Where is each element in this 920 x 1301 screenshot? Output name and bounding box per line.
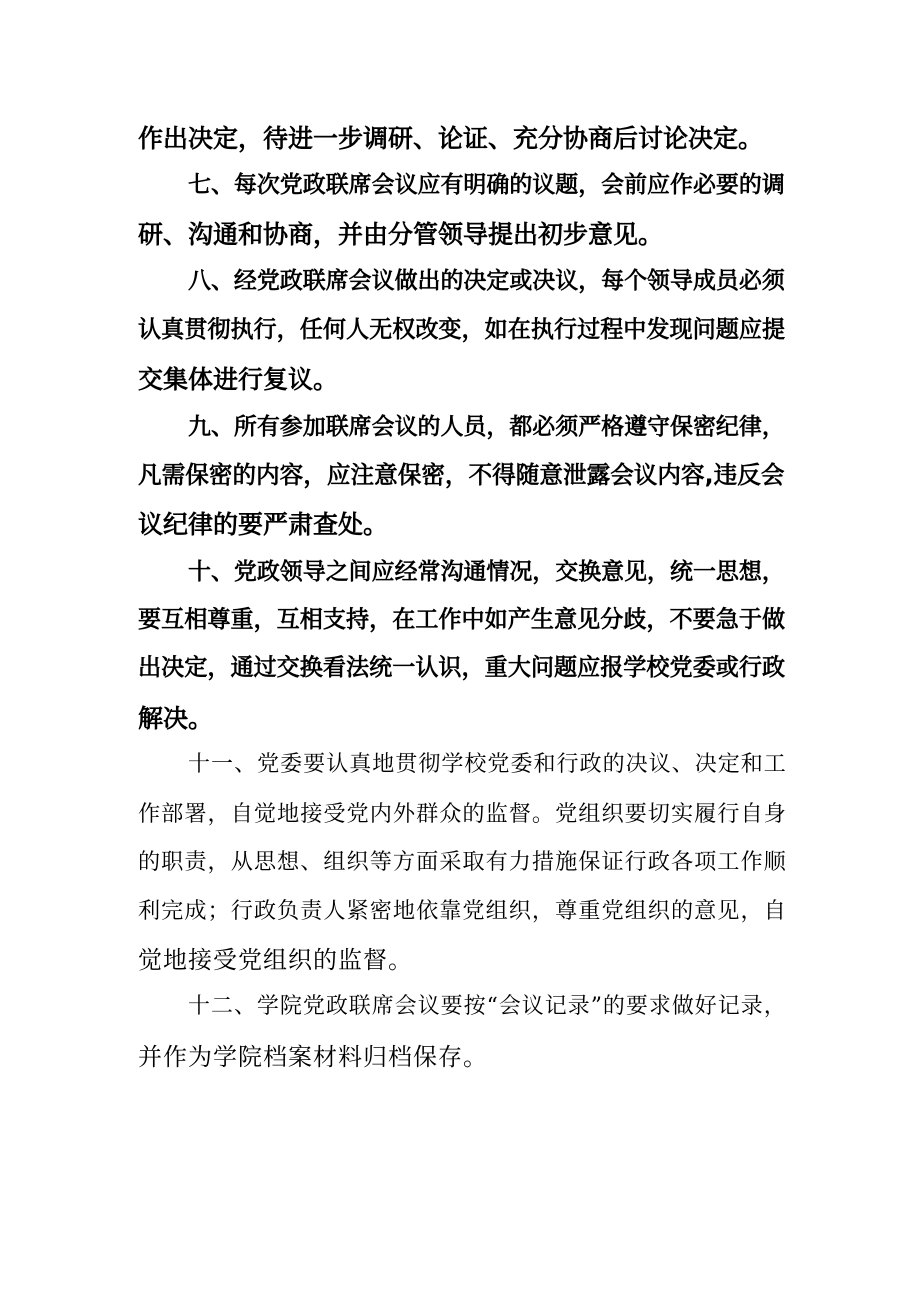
- paragraph-line: 议纪律的要严肃查处。: [138, 510, 389, 539]
- paragraph-line: 并作为学院档案材料归档保存。: [138, 1043, 488, 1071]
- paragraph-line: 作出决定，待进一步调研、论证、充分协商后讨论决定。: [138, 124, 764, 153]
- paragraph-line: 交集体进行复议。: [138, 365, 339, 394]
- paragraph-line: 研、沟通和协商，并由分管领导提出初步意见。: [138, 220, 664, 249]
- paragraph-line: 八、经党政联席会议做出的决定或决议，每个领导成员必须: [188, 268, 785, 294]
- paragraph-line: 认真贯彻执行，任何人无权改变，如在执行过程中发现问题应提: [138, 317, 786, 343]
- paragraph-line: 解决。: [138, 704, 214, 733]
- paragraph-line: 十二、学院党政联席会议要按“会议记录”的要求做好记录，: [188, 994, 787, 1019]
- paragraph-line: 觉地接受党组织的监督。: [138, 946, 413, 974]
- paragraph-line: 十一、党委要认真地贯彻学校党委和行政的决议、决定和工: [188, 752, 787, 777]
- paragraph-line: 利完成；行政负责人紧密地依靠党组织，尊重党组织的意见，自: [138, 898, 787, 924]
- paragraph-line: 的职责，从思想、组织等方面采取有力措施保证行政各项工作顺: [138, 849, 787, 875]
- paragraph-line: 七、每次党政联席会议应有明确的议题，会前应作必要的调: [188, 172, 785, 198]
- paragraph-line: 作部署，自觉地接受党内外群众的监督。党组织要切实履行自身: [138, 801, 787, 827]
- paragraph-line: 要互相尊重，互相支持，在工作中如产生意见分歧，不要急于做: [138, 607, 786, 633]
- paragraph-line: 九、所有参加联席会议的人员，都必须严格遵守保密纪律，: [188, 414, 785, 440]
- paragraph-line: 十、党政领导之间应经常沟通情况，交换意见，统一思想，: [188, 559, 785, 585]
- paragraph-line: 凡需保密的内容，应注意保密，不得随意泄露会议内容,违反会: [138, 461, 785, 489]
- paragraph-line: 出决定，通过交换看法统一认识，重大问题应报学校党委或行政: [138, 655, 786, 681]
